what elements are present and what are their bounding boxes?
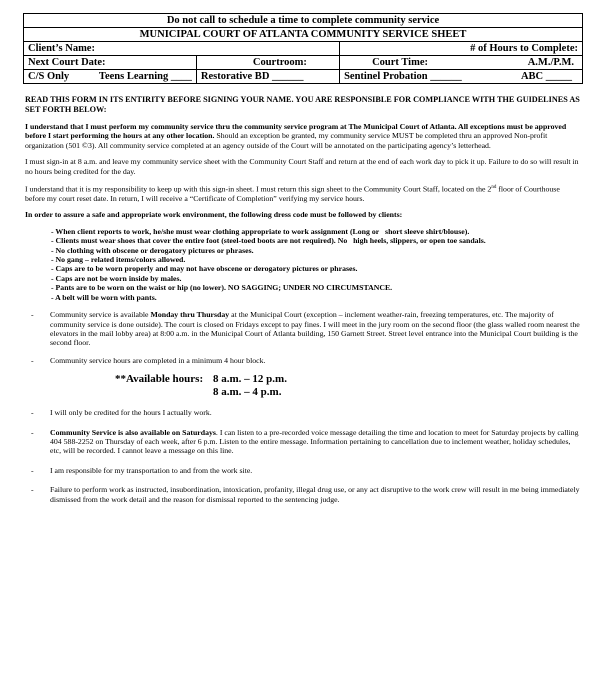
program-select-row-b[interactable]	[340, 70, 583, 84]
bullet-dash: -	[31, 408, 34, 418]
saturday-item	[25, 428, 580, 456]
client-name-field[interactable]: Client’s Name:	[24, 42, 340, 56]
dress-code-item: - Caps are to be worn properly and may not have obscene or derogatory pictures or phrases.	[51, 264, 358, 274]
dress-code-item: - No clothing with obscene or derogatory pictures or phrases.	[51, 245, 254, 255]
hours-to-complete-label: # of Hours to Complete:	[470, 43, 578, 54]
next-court-date-field[interactable]: Next Court Date:	[24, 56, 197, 70]
transport-text: I am responsible for my transportation to and from the work site.	[50, 465, 253, 475]
hours-range-1: 8 a.m. – 12 p.m.	[213, 373, 287, 386]
dress-code-list	[25, 227, 580, 302]
availability-item	[25, 310, 580, 348]
hours-range-2: 8 a.m. – 4 p.m.	[213, 386, 282, 399]
bullet-dash: -	[31, 427, 34, 437]
top-notice: Do not call to schedule a time to complete community service	[24, 14, 583, 28]
failure-item	[25, 485, 580, 504]
sheet-title: MUNICIPAL COURT OF ATLANTA COMMUNITY SERVICE SHEET	[24, 28, 583, 42]
dress-code-item: - Clients must wear shoes that cover the entire foot (steel-toed boots are not required). No high heels, slippers, or open toe sandals.	[51, 236, 486, 246]
paragraph-responsibility	[25, 183, 580, 203]
block-text: Community service hours are completed in a minimum 4 hour block.	[50, 355, 266, 365]
saturday-bold: Community Service is also available on Saturdays	[50, 427, 216, 437]
ampm-label: A.M./P.M.	[527, 57, 574, 68]
courtroom-field[interactable]	[196, 56, 339, 70]
abc-option[interactable]: ABC _____	[520, 71, 572, 82]
paragraph-sign-in: I must sign-in at 8 a.m. and leave my community service sheet with the Community Court Staff and return at the end of each work day to pick it up. Failure to do so will result in no hours being credited for the day.	[25, 157, 579, 176]
court-time-field[interactable]	[340, 56, 583, 70]
header-table	[23, 13, 583, 84]
credited-text: I will only be credited for the hours I actually work.	[50, 408, 212, 418]
availability-text-a: Community service is available	[50, 310, 151, 320]
saturday-rest: . I can listen to a pre-recorded voice message detailing the time and location to meet for Saturday projects by calling 404 588-2252 on Thursday of each week, after 6 p.m. Listen to the entire message. Information pertaining to cancellation due to inclement weather, holiday schedules, etc, will be recorded. I cannot leave a message on this line.	[50, 427, 579, 456]
bullet-dash: -	[31, 465, 34, 475]
responsibility-text-b: floor of Courthouse before my court reset date. In return, I will receive a “Certificate of Completion” verifying my service hours.	[25, 184, 560, 204]
program-select-row-a[interactable]	[24, 70, 197, 84]
restorative-option[interactable]: Restorative BD ______	[196, 70, 339, 84]
court-time-label: Court Time:	[372, 57, 428, 68]
transport-item	[25, 466, 580, 475]
responsibility-text-a: I understand that it is my responsibility to keep up with this sign-in sheet. I must return this sign sheet to the Community Court Staff, located on the 2	[25, 184, 492, 194]
bullet-dash: -	[31, 355, 34, 365]
credited-item	[25, 408, 580, 417]
failure-text: Failure to perform work as instructed, insubordination, intoxication, profanity, illegal drug use, or any act disruptive to the work crew will result in me being immediately dismissed from the work detail and the reason for dismissal reported to the sentencing judge.	[50, 485, 580, 504]
availability-text	[50, 310, 580, 348]
courtroom-label: Courtroom:	[252, 57, 307, 68]
block-item	[25, 356, 580, 365]
bullet-dash: -	[31, 310, 34, 320]
available-hours	[115, 373, 580, 399]
intro-warning: READ THIS FORM IN ITS ENTIRITY BEFORE SIGNING YOUR NAME. YOU ARE RESPONSIBLE FOR COMPLIANCE WITH THE GUIDELINES AS SET FORTH BELOW:	[25, 95, 580, 114]
availability-days: Monday thru Thursday	[150, 310, 230, 320]
hours-to-complete-field[interactable]	[340, 42, 583, 56]
paragraph-program-requirement-bold: I understand that I must perform my community service thru the community service program at The Municipal Court of Atlanta. All exceptions must be approved before I start performing the hours at any other location.	[25, 122, 567, 141]
dress-code-item: - When client reports to work, he/she must wear clothing appropriate to work assignment (Long or short sleeve shirt/blouse).	[51, 226, 470, 236]
cs-only-option[interactable]: C/S Only	[28, 71, 70, 82]
bullet-dash: -	[31, 485, 34, 495]
dress-code-intro: In order to assure a safe and appropriate work environment, the following dress code must be followed by clients:	[25, 210, 403, 220]
availability-text-b: at the Municipal Court (exception – inclement weather-rain, freezing temperatures, etc. The majority of community service is done outside). The court is closed on Fridays except to pay fines. I will meet in the jury room on the second floor (the glass walled room nearest the elevators in the mail lobby area) at 8:00 a.m. in the Municipal Court of Atlanta building, 150 Garnett Street. Street level entrance into the Municipal Court building is the second floor.	[50, 310, 580, 348]
available-hours-label: **Available hours:	[115, 373, 204, 386]
saturday-text	[50, 428, 580, 456]
sentinel-probation-option[interactable]: Sentinel Probation ______	[344, 71, 462, 82]
dress-code-item: - No gang – related items/colors allowed.	[51, 255, 186, 265]
teens-learning-option[interactable]: Teens Learning ____	[98, 71, 192, 82]
dress-code-item: - Caps are not be worn inside by males.	[51, 273, 182, 283]
paragraph-program-requirement-rest: Should an exception be granted, my community service MUST be completed thru an approved Non-profit organization (501 ©3). All community service completed at an agency outside of the Court will be annotated on the participating agency’s letterhead.	[25, 131, 548, 150]
dress-code-item: - Pants are to be worn on the waist or hip (no lower). NO SAGGING; UNDER NO CIRCUMSTANCE.	[51, 283, 393, 293]
ordinal-suffix: nd	[491, 185, 497, 191]
paragraph-program-requirement	[25, 122, 580, 150]
sheet-body	[25, 95, 580, 512]
dress-code-item: - A belt will be worn with pants.	[51, 292, 157, 302]
